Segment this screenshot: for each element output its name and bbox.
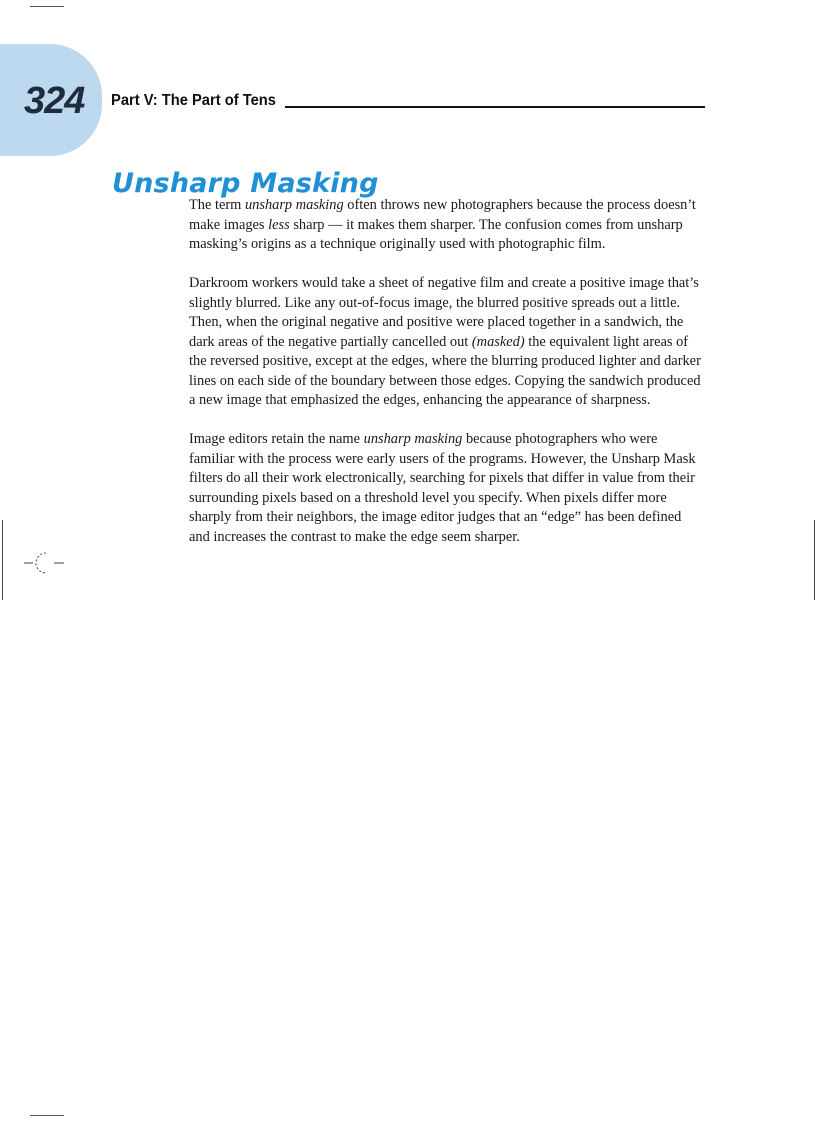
registration-mark-icon <box>24 550 68 576</box>
emphasis-term: less <box>268 216 290 233</box>
text-span: often throws new photographers because the process doesn’t make images <box>189 197 696 233</box>
crop-mark-bottom <box>30 1115 64 1116</box>
text-span: the equivalent light areas of the reversed positive, except at the edges, where the blurring produced lighter and darker lines on each side of the boundary between those edges. Copying the sandwich produced a new image that emphasized the edges, enhancing the appearance of sharpness. <box>189 333 701 408</box>
crop-mark-left <box>2 520 3 600</box>
body-text <box>189 196 705 547</box>
text-span: Image editors retain the name <box>189 431 364 447</box>
paragraph-1 <box>189 196 705 255</box>
text-span: because photographers who were familiar with the process were early users of the programs. However, the Unsharp Mask filters do all their work electronically, searching for pixels that differ in value from their surrounding pixels based on a threshold level you specify. When pixels differ more sharply from their neighbors, the image editor judges that an “edge” has been defined and increases the contrast to make the edge seem sharper. <box>189 431 696 545</box>
emphasis-term: unsharp masking <box>244 197 344 213</box>
crop-mark-top <box>30 6 64 7</box>
text-span: The term <box>189 197 245 213</box>
text-span: sharp — it makes them sharper. The confusion comes from unsharp masking’s origins as a technique originally used with photographic film. <box>189 216 683 252</box>
page-number: 324 <box>24 80 85 122</box>
emphasis-term: unsharp masking <box>363 431 463 447</box>
section-title: Unsharp Masking <box>112 168 379 200</box>
emphasis-term: (masked) <box>471 333 525 350</box>
crop-mark-right <box>814 520 815 600</box>
header-rule <box>285 106 705 108</box>
running-head: Part V: The Part of Tens <box>111 92 276 109</box>
paragraph-3 <box>189 430 705 547</box>
text-span: Darkroom workers would take a sheet of negative film and create a positive image that’s slightly blurred. Like any out-of-focus image, the blurred positive spreads out a little. Then, when the original negative and positive were placed together in a sandwich, the dark areas of the negative partially cancelled out <box>189 275 699 350</box>
paragraph-2 <box>189 274 705 411</box>
